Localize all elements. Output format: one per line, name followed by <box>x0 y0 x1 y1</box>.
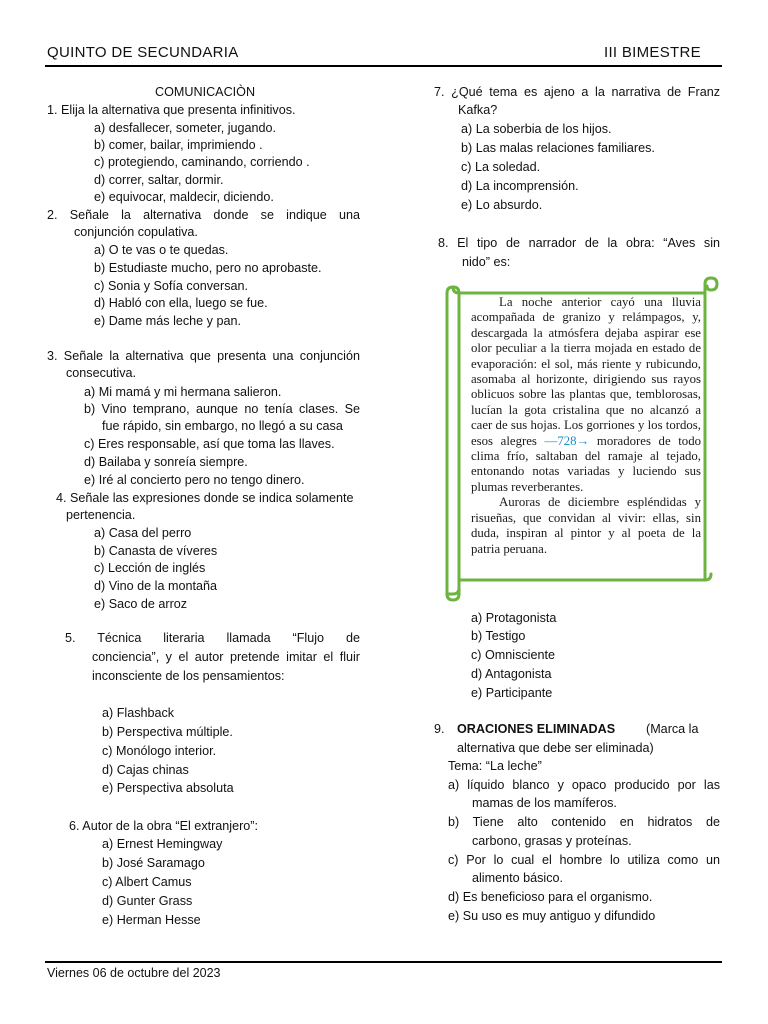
q4-option-c[interactable]: c) Lección de inglés <box>94 561 206 575</box>
q4-option-d[interactable]: d) Vino de la montaña <box>94 579 217 593</box>
q1-option-e[interactable]: e) equivocar, maldecir, diciendo. <box>94 190 274 204</box>
q4-option-a[interactable]: a) Casa del perro <box>94 526 192 540</box>
passage-paragraph-1-start: La noche anterior cayó una lluvia acompañada de granizo y relámpagos, y, descargada la atmósfera dejaba aspirar ese olor peculiar a la tierra mojada en estado de evaporación: el sol, más riente y rubicundo, asomaba al horizonte, dirigiendo sus rayos oblicuos sobre las plantas que, temblorosas, lucían la gota cristalina que no alcanzó a caer de sus hojas. Los gorriones y los tordos, esos alegres <box>471 295 701 448</box>
q2-option-c[interactable]: c) Sonia y Sofía conversan. <box>94 279 249 293</box>
q6-option-d[interactable]: d) Gunter Grass <box>102 894 193 908</box>
q7-option-a[interactable]: a) La soberbia de los hijos. <box>461 122 612 136</box>
q6-option-e[interactable]: e) Herman Hesse <box>102 913 201 927</box>
q7-option-c[interactable]: c) La soledad. <box>461 160 541 174</box>
q6-option-b[interactable]: b) José Saramago <box>102 856 205 870</box>
q3-option-c[interactable]: c) Eres responsable, así que toma las llaves. <box>84 437 335 451</box>
question-1-label: 1. Elija la alternativa que presenta infinitivos. <box>47 103 296 117</box>
q1-option-a[interactable]: a) desfallecer, someter, jugando. <box>94 121 277 135</box>
question-9-number: 9. <box>434 722 445 736</box>
q3-option-b[interactable]: b) Vino temprano, aunque no tenía clases. Se <box>84 402 360 416</box>
question-9-note: (Marca la <box>646 722 699 736</box>
footer-date: Viernes 06 de octubre del 2023 <box>47 966 221 980</box>
q9-option-c[interactable]: c) Por lo cual el hombre lo utiliza como un <box>448 853 720 867</box>
q9-option-a-cont: mamas de los mamíferos. <box>472 796 617 810</box>
q5-option-c[interactable]: c) Monólogo interior. <box>102 744 217 758</box>
question-6-label: 6. Autor de la obra “El extranjero”: <box>69 819 259 833</box>
q8-option-a[interactable]: a) Protagonista <box>471 611 557 625</box>
q9-option-e[interactable]: e) Su uso es muy antiguo y difundido <box>448 909 656 923</box>
footer-rule <box>45 961 722 963</box>
q8-option-c[interactable]: c) Omnisciente <box>471 648 555 662</box>
q5-option-a[interactable]: a) Flashback <box>102 706 175 720</box>
question-7-label: 7. ¿Qué tema es ajeno a la narrativa de Franz <box>434 85 720 99</box>
passage-paragraph-1-end: moradores de todo clima frío, saltaban del ramaje al tejado, entonando notas variadas y luciendo sus plumas reverberantes. <box>471 433 701 494</box>
q2-option-e[interactable]: e) Dame más leche y pan. <box>94 314 241 328</box>
passage-paragraph-2: Auroras de diciembre espléndidas y risueñas, que convidan al vivir: ellas, sin duda, inspiran al pintor y al poeta de la patria peruana. <box>471 495 701 556</box>
header-rule <box>45 65 722 67</box>
passage-page-number: —728→ <box>544 433 590 448</box>
q3-option-d[interactable]: d) Bailaba y sonreía siempre. <box>84 455 248 469</box>
q8-option-b[interactable]: b) Testigo <box>471 629 526 643</box>
question-9-title: ORACIONES ELIMINADAS <box>457 722 616 736</box>
q3-option-e[interactable]: e) Iré al concierto pero no tengo dinero. <box>84 473 305 487</box>
q2-option-d[interactable]: d) Habló con ella, luego se fue. <box>94 296 268 310</box>
q1-option-b[interactable]: b) comer, bailar, imprimiendo . <box>94 138 263 152</box>
header-grade: QUINTO DE SECUNDARIA <box>47 44 239 61</box>
question-2-label: 2. Señale la alternativa donde se indique una <box>47 208 360 222</box>
page-title: COMUNICACIÒN <box>155 85 256 99</box>
question-8-label: 8. El tipo de narrador de la obra: “Aves sin <box>438 236 720 250</box>
q5-option-d[interactable]: d) Cajas chinas <box>102 763 189 777</box>
q4-option-b[interactable]: b) Canasta de víveres <box>94 544 218 558</box>
q5-option-e[interactable]: e) Perspectiva absoluta <box>102 781 234 795</box>
question-3-label: 3. Señale la alternativa que presenta una conjunción <box>47 349 360 363</box>
question-4-label-cont: pertenencia. <box>66 508 136 522</box>
q7-option-b[interactable]: b) Las malas relaciones familiares. <box>461 141 655 155</box>
question-5-label: 5. Técnica literaria llamada “Flujo de <box>65 631 360 645</box>
q1-option-d[interactable]: d) correr, saltar, dormir. <box>94 173 224 187</box>
question-8-label-cont: nido” es: <box>462 255 511 269</box>
question-4-label: 4. Señale las expresiones donde se indica solamente <box>56 491 354 505</box>
question-7-label-cont: Kafka? <box>458 103 498 117</box>
q3-option-b-cont: fue rápido, sin embargo, no llegó a su casa <box>102 419 343 433</box>
question-9-topic: Tema: “La leche” <box>448 759 542 773</box>
question-3-label-cont: consecutiva. <box>66 366 137 380</box>
q4-option-e[interactable]: e) Saco de arroz <box>94 597 188 611</box>
question-5-label-cont2: inconsciente de los pensamientos: <box>92 669 285 683</box>
passage-text <box>471 295 701 580</box>
question-2-label-cont: conjunción copulativa. <box>74 225 198 239</box>
question-9-note-cont: alternativa que debe ser eliminada) <box>457 741 654 755</box>
q9-option-a[interactable]: a) líquido blanco y opaco producido por las <box>448 778 720 792</box>
q2-option-b[interactable]: b) Estudiaste mucho, pero no aprobaste. <box>94 261 322 275</box>
q9-option-c-cont: alimento básico. <box>472 871 564 885</box>
q9-option-b[interactable]: b) Tiene alto contenido en hidratos de <box>448 815 720 829</box>
q8-option-e[interactable]: e) Participante <box>471 686 553 700</box>
q1-option-c[interactable]: c) protegiendo, caminando, corriendo . <box>94 155 310 169</box>
q6-option-a[interactable]: a) Ernest Hemingway <box>102 837 223 851</box>
q2-option-a[interactable]: a) O te vas o te quedas. <box>94 243 229 257</box>
q7-option-e[interactable]: e) Lo absurdo. <box>461 198 543 212</box>
question-5-label-cont: conciencia”, y el autor pretende imitar el fluir <box>92 650 360 664</box>
q8-option-d[interactable]: d) Antagonista <box>471 667 552 681</box>
q3-option-a[interactable]: a) Mi mamá y mi hermana salieron. <box>84 385 282 399</box>
q7-option-d[interactable]: d) La incomprensión. <box>461 179 579 193</box>
q9-option-d[interactable]: d) Es beneficioso para el organismo. <box>448 890 653 904</box>
q9-option-b-cont: carbono, grasas y proteínas. <box>472 834 632 848</box>
header-term: III BIMESTRE <box>604 44 701 61</box>
q6-option-c[interactable]: c) Albert Camus <box>102 875 192 889</box>
q5-option-b[interactable]: b) Perspectiva múltiple. <box>102 725 233 739</box>
